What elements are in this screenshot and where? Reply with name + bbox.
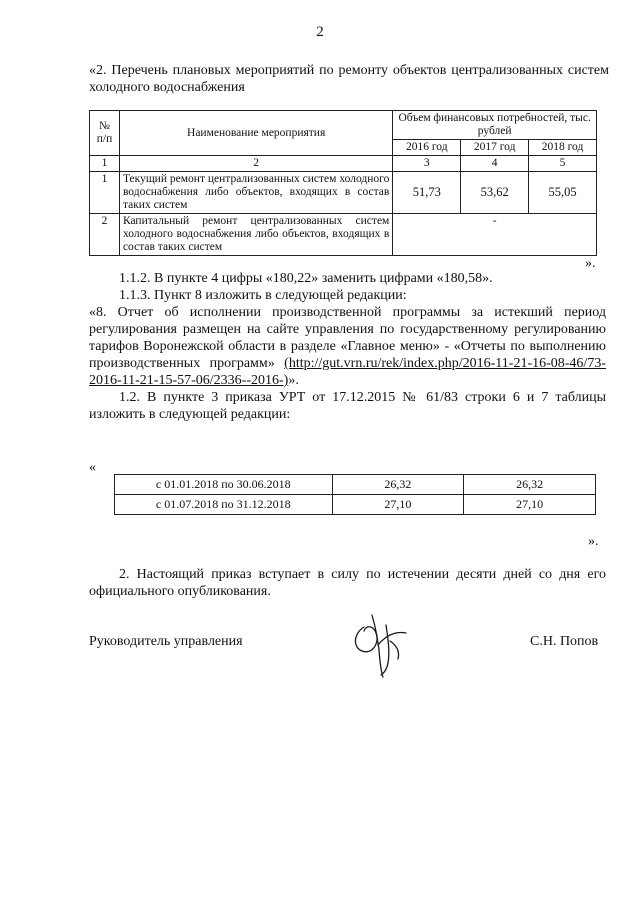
table-colnum-row: [90, 156, 597, 172]
section-heading: «2. Перечень плановых мероприятий по ремонту объектов централизованных систем холодного водоснабжения: [89, 63, 609, 95]
paragraph: 2. Настоящий приказ вступает в силу по истечении десяти дней со дня его официального опубликования.: [89, 567, 606, 599]
row-num: 2: [90, 214, 120, 256]
row-num: 1: [90, 172, 120, 214]
paragraph-end: ».: [288, 373, 299, 388]
paragraph: [89, 304, 606, 389]
opening-quote: «: [89, 460, 96, 475]
paragraph: 1.1.2. В пункте 4 цифры «180,22» заменить цифрами «180,58».: [119, 271, 493, 286]
col-number: 3: [393, 156, 461, 172]
measures-table: [89, 110, 597, 256]
table-row: [115, 475, 596, 495]
final-text: [89, 566, 606, 600]
periods-table: [114, 474, 596, 515]
table-header-row: [90, 111, 597, 140]
year-2016: 2016 год: [393, 140, 461, 156]
col-number: 1: [90, 156, 120, 172]
paragraph: 1.2. В пункте 3 приказа УРТ от 17.12.2015 № 61/83 строки 6 и 7 таблицы изложить в следующей редакции:: [89, 390, 606, 422]
row-merged-value: -: [393, 214, 597, 256]
row-value: 51,73: [393, 172, 461, 214]
col-number: 2: [119, 156, 392, 172]
body-text: [89, 270, 606, 423]
row-value: 53,62: [461, 172, 529, 214]
period-cell: с 01.07.2018 по 31.12.2018: [115, 495, 333, 515]
closing-quote: ».: [585, 256, 596, 271]
value-cell: 27,10: [332, 495, 464, 515]
table-row: [90, 214, 597, 256]
paragraph: 1.1.3. Пункт 8 изложить в следующей редакции:: [119, 288, 407, 303]
signatory-name: С.Н. Попов: [530, 634, 599, 649]
closing-quote: ».: [588, 534, 599, 549]
year-2017: 2017 год: [461, 140, 529, 156]
page-number: 2: [316, 24, 324, 40]
year-2018: 2018 год: [529, 140, 597, 156]
table-row: [90, 172, 597, 214]
period-cell: с 01.01.2018 по 30.06.2018: [115, 475, 333, 495]
value-cell: 26,32: [332, 475, 464, 495]
signatory-role: Руководитель управления: [89, 634, 243, 649]
col-number: 4: [461, 156, 529, 172]
table-row: [115, 495, 596, 515]
header-name: Наименование мероприятия: [119, 111, 392, 156]
col-number: 5: [529, 156, 597, 172]
report-link[interactable]: (http://gut.vrn.ru/rek/index.php/2016-11-21-16-08-46/73-2016-11-21-15-57-06/2336--2016-): [89, 356, 606, 388]
paragraph-text: «8. Отчет об исполнении производственной программы за истекший период регулирования размещен на сайте управления по государственному регулированию тарифов Воронежской области в разделе «Главное меню» - «Отчеты по выполнению производственных программ»: [89, 305, 606, 371]
handwritten-signature: [346, 605, 416, 680]
row-name: Капитальный ремонт централизованных систем холодного водоснабжения либо объектов, входящих в состав таких систем: [119, 214, 392, 256]
row-value: 55,05: [529, 172, 597, 214]
value-cell: 26,32: [464, 475, 596, 495]
row-name: Текущий ремонт централизованных систем холодного водоснабжения либо объектов, входящих в состав таких систем: [119, 172, 392, 214]
header-volume: Объем финансовых потребностей, тыс. рублей: [393, 111, 597, 140]
header-num: № п/п: [90, 111, 120, 156]
value-cell: 27,10: [464, 495, 596, 515]
